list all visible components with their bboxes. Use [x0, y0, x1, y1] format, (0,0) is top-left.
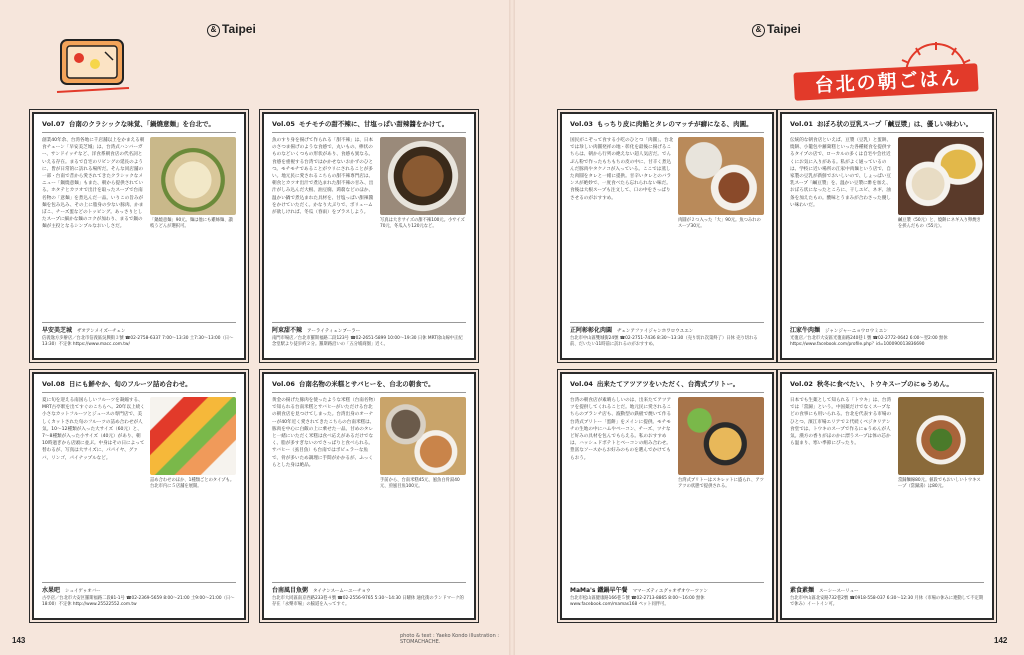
shop-kana: スーシースーリュー	[819, 589, 859, 594]
card-headline: Vol.03 もっちり皮に肉餡とタレのマッチが癖になる、肉圓。	[570, 120, 764, 133]
shop-name: 江家牛肉麺	[790, 327, 821, 334]
food-photo	[898, 137, 984, 215]
food-photo	[380, 137, 466, 215]
article-card-vol05	[262, 112, 476, 360]
shop-info	[570, 582, 764, 608]
page-title: 台北の朝ごはん	[814, 67, 963, 97]
shop-info	[42, 582, 236, 608]
card-body: 台湾式ブリトーはスキレットに盛られ、アツアツの状態で提供される。 台湾の朝食店が素晴らしいのは、出来たてアツアツを提供してくれることだ。地元民に愛されるこちらのブランチ店も、波動型の鉄板で焼いて作る台湾式ブリトー「蛋餅」をメインに提供。モチモチの生地の中にハムやベーコン、チーズ、ツナなど好みの具材を包んでもらえる。私のおすすめは、ハッシュドポテトとベーコンの組み合わせ。豊富なソースからお好みのものを選んでかけてもらおう。	[570, 398, 764, 489]
shop-kana: アーライティェンブーラー	[307, 329, 361, 334]
brand-left: & Taipei	[207, 22, 256, 37]
shop-info	[790, 322, 984, 348]
card-headline: Vol.08 日にも鮮やか、旬のフルーツ詰め合わせ。	[42, 380, 236, 393]
article-card-vol02	[780, 372, 994, 620]
shop-name: 早安美芝城	[42, 327, 73, 334]
shop-name: 正阿彰彰化肉圓	[570, 327, 613, 334]
food-photo	[898, 397, 984, 475]
card-body: 當歸麵線80元。値段でもおいしいトウキスープ（當歸湯）は80元。 日本でも生薬として知られる「トウキ」は、台湾では「當歸」という。中国薬だけでなくスープなどの食事にも用いられる。台北を代表する市場のひとつ、濱江市場エリアで２代続くベジタリアン食堂では、トウキのスープで作るにゅうめんが人気。漢方の香りがほのかに漂うスープは体の芯から温まり、寒い季節にぴったり。	[790, 397, 984, 579]
shop-details: 台北市松山區健康路166巷５號 ☎02-2713-8865 8:00〜16:00 無休 www.facebook.com/mamas168 ペット同伴可。	[570, 596, 705, 608]
article-card-vol04	[560, 372, 774, 620]
food-photo	[150, 397, 236, 475]
food-photo	[380, 397, 466, 475]
shop-info	[570, 322, 764, 348]
food-photo	[678, 137, 764, 215]
page-number-left: 143	[12, 636, 26, 645]
shop-info	[42, 322, 236, 348]
photo-caption: 當歸麵線80元。値段でもおいしいトウキスープ（當歸湯）は80元。	[898, 478, 981, 489]
article-card-vol06	[262, 372, 476, 620]
card-body: 詰め合わせのほか、1種類ごとのタイプも。台北市内に５店舗を展開。 夏に旬を迎える南国らしいフルーツを凝縮する、MRT古亭駅を出てすぐのこちらへ。20年以上続く小さなカットフルーツとジュースの専門店で、美しくカットされた旬のフルーツの詰め合わせが人気。10〜12種類が入った大サイズ（60元）と、7〜8種類が入った小サイズ（40元）があり、朝10時過ぎから店頭に並ぶ。中身はその日によって替わるが、写真は大サイズに、パパイヤ、グァバ、リンゴ、パイナップルなど。	[42, 398, 235, 489]
card-body: 「鍋燒意麺」90元。麺は他にも雞絲麺、讃岐うどんが選択可。 創業40年余、台湾各地に千店舗以上をかまえる朝食チェーン「早安美芝城」は、台湾式ハンバーガー、サンドイッチなど、洋食系朝食店の代名詞といえる存在。まるで自宅のリビングの延長のように、皆が日常的に訪れる場所だ。そんな同店舗の一部・台南で昔から愛されてきたクラシックなメニュー「鍋燒意麺」もまた、朝から提供されている。ホタテとカツオで出汁を取ったスープで台南名物の「意麺」を煮込んだ一品。いりこの旨みが麺を包み込み、その上に脂身の少ない豚肉、かまぼこ、チーズ蛋などのトッピング。あっさりとしたスープに細かな麺のコクが加わり、まるで鍋の麺が主役となるシンプルなおいしさだ。	[42, 137, 236, 319]
shop-kana: タイナンスームーユーチョウ	[313, 589, 371, 594]
card-body: 写真は大きサイズの甜不辣100元。小サイズ70元、冬瓜入り120元など。 魚のすり身を揚げて作られる「甜不辣」は、日本のさつま揚げのような食感で、丸いもの、棒状のものなどいくつもの形状があり、食感も異なる。食感を重視する台湾ではかかせないおかずのひとつ。モチモチであることがウリにされることが多い。地元民に愛されるこちらの甜不辣専門店は、朝食とカツオ出汁で煮込まれた甜不辣の甘み、出汁がしみ込んだ大根、油豆腐、蒟蒻などのほか、温かい鍋で煮込まれた具材を、甘塩っぱい甜辣醬をかけていただく。かなり大ぶりで、ボリュームが欲しければ、冬瓜（春雨）をプラスしよう。	[272, 138, 465, 229]
shop-kana: ザオアンメイズーチェン	[77, 329, 126, 334]
food-photo	[678, 397, 764, 475]
page-number-right: 142	[994, 636, 1008, 645]
lunchbox-icon	[55, 22, 135, 102]
card-body: 手前から、台南米糕45元、風魚白骨湯40元、煎風目魚100元。 黄金の揚げた豚肉を使ったような米糕（台南名物）で知られる台南米糕とサバヒーがいただける台北の朝食店を見つけてしまった。台湾出身のオーナーが40年近く愛されてきたこちらの台南米糕は、豚肉を中心に白飯の上に乗せた一品。甘めのタレと一緒にいただく米糕は食べ応えがあるだけでなく、脂が多すぎないのでさっぱりと食べられる。サバヒー（虱目魚）も台南ではポピュラーな魚で、骨が多いため調理に手間がかかるが、ふっくらとした身は絶品。	[272, 397, 466, 579]
card-headline: Vol.06 台南名物の米糕とサバヒーを、台北の朝食で。	[272, 380, 466, 393]
photo-caption: 詰め合わせのほか、1種類ごとのタイプも。台北市内に５店舗を展開。	[150, 478, 235, 489]
card-body: 鹹豆漿（50元）と、燒餅にネギ入り卵焼きを挟んだもの（55元）。 伝統的な朝食店といえば、豆漿（豆乳）と蛋餅、燒餅、小籠包や蘿蔔糕といった各種軽食を提供するタイプの店で、ローカルの多くは自宅や会社近くにお気に入りがある。私がよく通っているのは、学校に近い場所の江家中肉麺という店で、自家製の豆乳が新鮮でおいしいので、しょっぱい豆乳スープ「鹹豆漿」を、温かい豆漿に酢を加え、おぼろ状になったところに、干しエビ、ネギ、油条を加えたもの。酸味とうまみが合わさった優しい味わいだ。	[790, 137, 984, 319]
food-photo	[150, 137, 236, 215]
ampersand-icon: &	[207, 24, 220, 37]
shop-name: 台南風目魚粥	[272, 587, 309, 594]
shop-details: 信義逸方歩辦店／台北市信義區吳興街３號 ☎02-2758-6337 7:00〜13:30 土7:30〜13:00（日〜13:30）不定休 https://www.macc.com.tw/	[42, 336, 234, 348]
article-card-vol01	[780, 112, 994, 360]
article-card-vol07	[32, 112, 246, 360]
card-headline: Vol.01 おぼろ状の豆乳スープ「鹹豆漿」は、優しい味わい。	[790, 120, 984, 133]
article-card-vol08	[32, 372, 246, 620]
shop-name: 水果吧	[42, 587, 61, 594]
shop-details: 台北市中山區北安路732巷2號 ☎0918-558-037 6:30〜12:30 月休（市場の休みに連動して不定期で休み）イートイン可。	[790, 596, 984, 608]
title-banner	[786, 40, 986, 100]
card-headline: Vol.07 台南のクラシックな味覚、「鍋燒意麺」を台北で。	[42, 120, 236, 133]
shop-details: 台北市大同區南京西路233巷４號 ☎02-2556-9765 5:30〜14:30 日曜休 通化街のランドマーク的存在「永樂市場」の脇道を入ってすぐ。	[272, 596, 464, 608]
lunchbox-illustration	[55, 22, 135, 106]
photo-caption: 鹹豆漿（50元）と、燒餅にネギ入り卵焼きを挟んだもの（55元）。	[898, 218, 981, 229]
ampersand-icon: &	[752, 24, 765, 37]
shop-info	[272, 582, 466, 608]
shop-name: 阿束甜不辣	[272, 327, 303, 334]
shop-info	[272, 322, 466, 348]
photo-caption: 台湾式ブリトーはスキレットに盛られ、アツアツの状態で提供される。	[678, 478, 764, 489]
card-headline: Vol.05 モチモチの甜不辣に、甘塩っぱい甜辣醬をかけて。	[272, 120, 466, 133]
card-body: 肉圓が２つ入った「大」90元。魚つみれのスープ30元。 国民がこぞって食する小吃のひとつ「肉圓」。台北では珍しい肉圓発祥の地・彰化を最後に揚げるこちらは、朝から行列の絶えない超人気店だ。でんぷん粉で作ったもちもちの皮の中に、甘辛く煮込んだ豚肉やタケノコが入っている。ここでは蒸した肉圓をタレと一緒に提供。甘辛いタレとのバランスが絶妙で、一度食べたら忘れられない味だ。食後は大根スープも注文して、口の中をさっぱりさせるのがおすすめ。	[570, 137, 764, 319]
shop-name: MaMa's 鐵鍋早午餐	[570, 587, 628, 594]
shop-name: 素食素麺	[790, 587, 815, 594]
shop-details: 南門市場店／台北市羅斯福路二段123号 ☎02-2651-5899 10:00〜19:30 日休 MRT徐山線中正紀念堂駅より徒歩約２分。羅斯路沿いの「五分埔商圈」近く。	[272, 336, 463, 348]
photo-caption: 「鍋燒意麺」90元。麺は他にも雞絲麺、讃岐うどんが選択可。	[150, 218, 233, 229]
card-headline: Vol.02 秋冬に食べたい、トウキスープのにゅうめん。	[790, 380, 984, 393]
shop-kana: ジャンジャーニョウロウミエン	[825, 329, 888, 334]
shop-details: 台北市中山區雙城街24號 ☎02-2751-7436 8:30〜13:30（売り切れ次第終了）日休 売り切れる前、だいたい11時前に訪れるのがおすすめ。	[570, 336, 758, 348]
article-card-vol03	[560, 112, 774, 360]
shop-kana: シュイゲゥオバー	[65, 589, 101, 594]
brand-right: & Taipei	[752, 22, 801, 37]
shop-details: 古亭店／台北市大安区羅斯福路二段81-1号 ☎02-2369-5659 8:00〜21:00 土9:00〜21:00（日〜18:00）不定休 http://www.25522552.com.tw	[42, 596, 235, 608]
shop-info	[790, 582, 984, 608]
photo-caption: 手前から、台南米糕45元、風魚白骨湯40元、煎風目魚100元。	[380, 478, 460, 489]
shop-kana: ヂェンアファイジャンホワロウユエン	[617, 329, 694, 334]
shop-details: 光復店／台北市大安區光復南路240巷１號 ☎02-2772-0642 6:00〜翌2:00 無休 https://www.facebook.com/profile.php？id=100090013836690	[790, 336, 948, 348]
shop-kana: ママーズティエグゥオザオウーツァン	[632, 589, 708, 594]
card-headline: Vol.04 出来たてアツアツをいただく、台湾式ブリトー。	[570, 380, 764, 393]
photo-caption: 写真は大きサイズの甜不辣100元。小サイズ70元、冬瓜入り120元など。	[380, 218, 465, 229]
photo-caption: 肉圓が２つ入った「大」90元。魚つみれのスープ30元。	[678, 218, 761, 229]
credit: photo & text : Yaeko Kondo illustration : STOMACHACHE.	[400, 633, 500, 645]
